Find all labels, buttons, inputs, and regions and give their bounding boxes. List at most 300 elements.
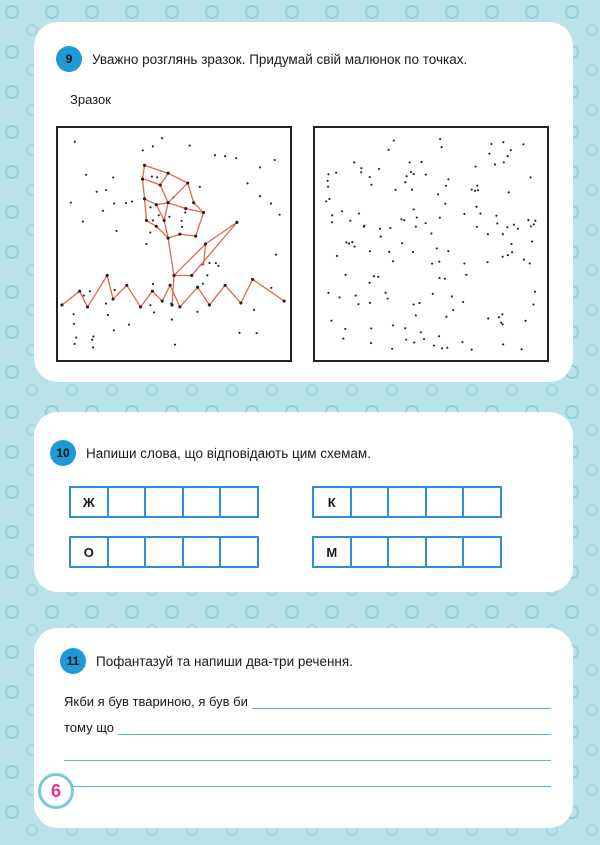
dot xyxy=(75,337,77,339)
dot xyxy=(513,224,515,226)
dot xyxy=(149,206,151,208)
flower-node xyxy=(139,305,142,308)
dot xyxy=(259,195,261,197)
dot xyxy=(415,314,417,316)
task-9-instruction: Уважно розглянь зразок. Придумай свій малюнок по точках. xyxy=(92,51,468,67)
flower-stroke xyxy=(168,238,174,305)
dot xyxy=(465,274,467,276)
writing-line[interactable] xyxy=(64,734,551,735)
flower-node xyxy=(161,299,164,302)
dot xyxy=(413,303,415,305)
dot xyxy=(432,293,434,295)
flower-stroke xyxy=(62,275,284,306)
dot xyxy=(532,303,534,305)
dot xyxy=(463,262,465,264)
flower-node xyxy=(106,274,109,277)
dot xyxy=(370,342,372,344)
dot xyxy=(259,166,261,168)
dot xyxy=(400,218,402,220)
task-11-number: 11 xyxy=(60,648,86,674)
dot xyxy=(330,320,332,322)
scheme-empty-cell[interactable] xyxy=(425,536,465,568)
dot xyxy=(345,274,347,276)
flower-node xyxy=(178,305,181,308)
dot xyxy=(393,139,395,141)
dot xyxy=(461,341,463,343)
scheme-empty-cell[interactable] xyxy=(107,486,147,518)
dot xyxy=(502,233,504,235)
flower-stroke xyxy=(145,173,169,185)
dot xyxy=(488,153,490,155)
task-9-number: 9 xyxy=(56,46,82,72)
dot xyxy=(439,138,441,140)
scheme-empty-cell[interactable] xyxy=(182,536,222,568)
dot xyxy=(446,347,448,349)
dot xyxy=(534,220,536,222)
dot xyxy=(142,149,144,151)
dot xyxy=(105,189,107,191)
dot xyxy=(351,241,353,243)
dot xyxy=(413,208,415,210)
task-9-header xyxy=(56,46,467,72)
dot xyxy=(408,161,410,163)
dot xyxy=(486,261,488,263)
dot xyxy=(256,332,258,334)
dot xyxy=(530,225,532,227)
dot xyxy=(83,295,85,297)
dot xyxy=(152,283,154,285)
dot xyxy=(270,287,272,289)
dot xyxy=(331,221,333,223)
dot xyxy=(370,184,372,186)
scheme-empty-cell[interactable] xyxy=(182,486,222,518)
dot xyxy=(360,171,362,173)
scheme-empty-cell[interactable] xyxy=(387,486,427,518)
dot xyxy=(70,202,72,204)
flower-node xyxy=(78,290,81,293)
scheme-empty-cell[interactable] xyxy=(350,536,390,568)
dot xyxy=(405,339,407,341)
dot xyxy=(404,327,406,329)
dot xyxy=(114,289,116,291)
dot xyxy=(406,175,408,177)
flower-node xyxy=(224,284,227,287)
dot xyxy=(419,302,421,304)
dot xyxy=(246,182,248,184)
dot xyxy=(149,304,151,306)
flower-node xyxy=(167,201,170,204)
flower-node xyxy=(159,183,162,186)
dot xyxy=(116,230,118,232)
dot xyxy=(363,226,365,228)
dot xyxy=(502,256,504,258)
task-11-header xyxy=(60,648,353,674)
word-scheme-o xyxy=(69,536,259,568)
flower-node xyxy=(178,233,181,236)
dot xyxy=(214,154,216,156)
dot xyxy=(401,242,403,244)
task-11-card xyxy=(34,628,573,828)
flower-node xyxy=(168,284,171,287)
dot xyxy=(498,316,500,318)
word-scheme-zh xyxy=(69,486,259,518)
dot xyxy=(487,233,489,235)
dot xyxy=(235,157,237,159)
dot xyxy=(89,290,91,292)
dot xyxy=(471,349,473,351)
dot xyxy=(125,202,127,204)
dot xyxy=(534,291,536,293)
dot xyxy=(441,146,443,148)
dot xyxy=(156,176,158,178)
dot xyxy=(369,302,371,304)
dot xyxy=(113,202,115,204)
dot xyxy=(327,292,329,294)
dot xyxy=(501,313,503,315)
flower-stroke xyxy=(156,205,164,221)
dot xyxy=(85,174,87,176)
task-10-number: 10 xyxy=(50,440,76,466)
scheme-empty-cell[interactable] xyxy=(144,486,184,518)
dot xyxy=(413,341,415,343)
dot xyxy=(107,314,109,316)
dot xyxy=(145,243,147,245)
dot xyxy=(152,219,154,221)
empty-dot-field[interactable] xyxy=(313,126,549,362)
dot xyxy=(270,203,272,205)
flower-node xyxy=(208,303,211,306)
dot xyxy=(391,348,393,350)
dot xyxy=(474,165,476,167)
dot xyxy=(451,295,453,297)
dot xyxy=(180,220,182,222)
dot xyxy=(327,180,329,182)
dot xyxy=(168,216,170,218)
scheme-empty-cell[interactable] xyxy=(350,486,390,518)
sentence-starter-2: тому що xyxy=(64,720,118,735)
dot xyxy=(438,335,440,337)
flower-node xyxy=(202,211,205,214)
dot xyxy=(444,278,446,280)
dot xyxy=(523,259,525,261)
dot xyxy=(161,137,163,139)
flower-node xyxy=(170,303,173,306)
dot xyxy=(462,301,464,303)
dot xyxy=(328,198,330,200)
dot xyxy=(476,185,478,187)
dot xyxy=(471,188,473,190)
dot xyxy=(92,335,94,337)
dot xyxy=(279,214,281,216)
dot xyxy=(500,322,502,324)
dot xyxy=(416,216,418,218)
dot xyxy=(388,149,390,151)
dot xyxy=(415,226,417,228)
dot xyxy=(403,219,405,221)
dot xyxy=(327,186,329,188)
dot xyxy=(342,337,344,339)
scheme-letter-cell: О xyxy=(69,536,109,568)
flower-node xyxy=(163,219,166,222)
word-scheme-m xyxy=(312,536,502,568)
dot xyxy=(344,328,346,330)
dot xyxy=(502,141,504,143)
dot xyxy=(412,251,414,253)
dot xyxy=(385,292,387,294)
flower-node xyxy=(86,305,89,308)
dot xyxy=(496,222,498,224)
dot xyxy=(527,219,529,221)
dot xyxy=(348,243,350,245)
dot xyxy=(452,309,454,311)
flower-node xyxy=(151,290,154,293)
dot xyxy=(96,191,98,193)
dot xyxy=(196,311,198,313)
task-11-instruction: Пофантазуй та напиши два-три речення. xyxy=(96,653,353,669)
dot xyxy=(389,227,391,229)
dot xyxy=(413,173,415,175)
dot xyxy=(353,161,355,163)
dot xyxy=(92,346,94,348)
dot xyxy=(353,246,355,248)
flower-node xyxy=(167,172,170,175)
dot xyxy=(238,332,240,334)
dot xyxy=(158,214,160,216)
scheme-empty-cell[interactable] xyxy=(219,536,259,568)
dot xyxy=(507,155,509,157)
flower-node xyxy=(155,225,158,228)
dot xyxy=(404,181,406,183)
writing-line[interactable] xyxy=(64,760,551,761)
dot xyxy=(253,309,255,311)
dot xyxy=(437,193,439,195)
dot xyxy=(445,316,447,318)
dot xyxy=(82,221,84,223)
scheme-empty-cell[interactable] xyxy=(462,536,502,568)
flower-node xyxy=(186,181,189,184)
dot xyxy=(199,186,201,188)
dot xyxy=(171,319,173,321)
dot xyxy=(410,171,412,173)
dot xyxy=(531,240,533,242)
flower-node xyxy=(111,297,114,300)
flower-node xyxy=(251,278,254,281)
dot xyxy=(510,149,512,151)
dot xyxy=(425,222,427,224)
dot xyxy=(217,265,219,267)
dot xyxy=(436,247,438,249)
flower-node xyxy=(60,303,63,306)
dot xyxy=(73,313,75,315)
dot xyxy=(463,213,465,215)
dot xyxy=(517,228,519,230)
writing-line[interactable] xyxy=(64,786,551,787)
word-scheme-k xyxy=(312,486,502,518)
dot xyxy=(74,343,76,345)
flower-node xyxy=(184,207,187,210)
dot xyxy=(394,189,396,191)
flower-node xyxy=(283,299,286,302)
task-10-header xyxy=(50,440,371,466)
dot xyxy=(370,327,372,329)
dot xyxy=(447,250,449,252)
dot xyxy=(224,155,226,157)
dot xyxy=(215,262,217,264)
dot xyxy=(151,175,153,177)
dot xyxy=(420,161,422,163)
task-9-card xyxy=(34,22,573,382)
dot xyxy=(128,324,130,326)
dot xyxy=(392,260,394,262)
scheme-empty-cell[interactable] xyxy=(425,486,465,518)
dot xyxy=(369,176,371,178)
dot xyxy=(479,212,481,214)
flower-node xyxy=(145,219,148,222)
scheme-letter-cell: К xyxy=(312,486,352,518)
dot xyxy=(112,176,114,178)
sample-flower-svg xyxy=(58,128,290,360)
sentence-starter-1: Якби я був твариною, я був би xyxy=(64,694,252,709)
dot xyxy=(524,320,526,322)
flower-node xyxy=(125,284,128,287)
scheme-empty-cell[interactable] xyxy=(107,536,147,568)
flower-node xyxy=(155,203,158,206)
dot xyxy=(439,217,441,219)
dot xyxy=(206,274,208,276)
dot xyxy=(331,214,333,216)
dot xyxy=(373,275,375,277)
dot xyxy=(102,210,104,212)
dot xyxy=(380,236,382,238)
dot xyxy=(420,331,422,333)
dot xyxy=(358,212,360,214)
dot xyxy=(378,168,380,170)
dot xyxy=(433,344,435,346)
flower-node xyxy=(141,178,144,181)
flower-stroke xyxy=(160,183,188,203)
dot xyxy=(149,231,151,233)
dot xyxy=(369,282,371,284)
dot xyxy=(490,143,492,145)
dot xyxy=(338,296,340,298)
page-number: 6 xyxy=(38,773,74,809)
dot xyxy=(131,200,133,202)
dot xyxy=(335,172,337,174)
dot xyxy=(502,323,504,325)
empty-dot-field-svg xyxy=(315,128,547,360)
flower-node xyxy=(235,221,238,224)
dot xyxy=(74,141,76,143)
dot xyxy=(411,189,413,191)
dot xyxy=(174,344,176,346)
dot xyxy=(105,302,107,304)
dot xyxy=(73,323,75,325)
flower-node xyxy=(190,274,193,277)
dot xyxy=(357,303,359,305)
dot xyxy=(474,190,476,192)
scheme-empty-cell[interactable] xyxy=(387,536,427,568)
dot xyxy=(510,243,512,245)
dot xyxy=(444,203,446,205)
dot xyxy=(508,191,510,193)
dot xyxy=(325,200,327,202)
dot xyxy=(274,159,276,161)
dot xyxy=(487,317,489,319)
dot xyxy=(506,226,508,228)
scheme-letter-cell: Ж xyxy=(69,486,109,518)
flower-node xyxy=(167,237,170,240)
dot xyxy=(441,347,443,349)
dot xyxy=(430,232,432,234)
dot xyxy=(520,348,522,350)
dot xyxy=(387,297,389,299)
dot xyxy=(507,254,509,256)
scheme-empty-cell[interactable] xyxy=(144,536,184,568)
dot xyxy=(202,283,204,285)
dot xyxy=(91,339,93,341)
dot xyxy=(275,254,277,256)
dot xyxy=(355,295,357,297)
flower-stroke xyxy=(203,244,205,266)
dot xyxy=(341,210,343,212)
dot xyxy=(425,174,427,176)
scheme-empty-cell[interactable] xyxy=(219,486,259,518)
dot xyxy=(349,220,351,222)
dot xyxy=(477,189,479,191)
flower-node xyxy=(196,286,199,289)
flower-node xyxy=(192,201,195,204)
dot xyxy=(423,338,425,340)
task-10-instruction: Напиши слова, що відповідають цим схемам. xyxy=(86,445,371,461)
dot xyxy=(475,206,477,208)
dot xyxy=(530,176,532,178)
dot xyxy=(388,251,390,253)
dot xyxy=(438,277,440,279)
dot xyxy=(494,163,496,165)
dot xyxy=(522,143,524,145)
dot xyxy=(360,167,362,169)
dot xyxy=(533,223,535,225)
dot xyxy=(377,276,379,278)
task-10-card xyxy=(34,412,573,592)
flower-node xyxy=(194,235,197,238)
flower-node xyxy=(143,164,146,167)
dot xyxy=(447,178,449,180)
sample-label: Зразок xyxy=(70,92,111,107)
dot xyxy=(495,215,497,217)
dot xyxy=(438,261,440,263)
dot xyxy=(379,228,381,230)
scheme-empty-cell[interactable] xyxy=(462,486,502,518)
flower-node xyxy=(239,301,242,304)
dot xyxy=(152,145,154,147)
dot xyxy=(345,241,347,243)
dot xyxy=(502,343,504,345)
scheme-letter-cell: М xyxy=(312,536,352,568)
dot xyxy=(208,262,210,264)
dot xyxy=(327,173,329,175)
dot xyxy=(189,145,191,147)
dot xyxy=(529,262,531,264)
dot xyxy=(153,311,155,313)
dot xyxy=(476,226,478,228)
dot xyxy=(503,161,505,163)
sample-dot-drawing xyxy=(56,126,292,362)
dot xyxy=(184,211,186,213)
dot xyxy=(181,226,183,228)
flower-node xyxy=(204,242,207,245)
dot xyxy=(369,250,371,252)
